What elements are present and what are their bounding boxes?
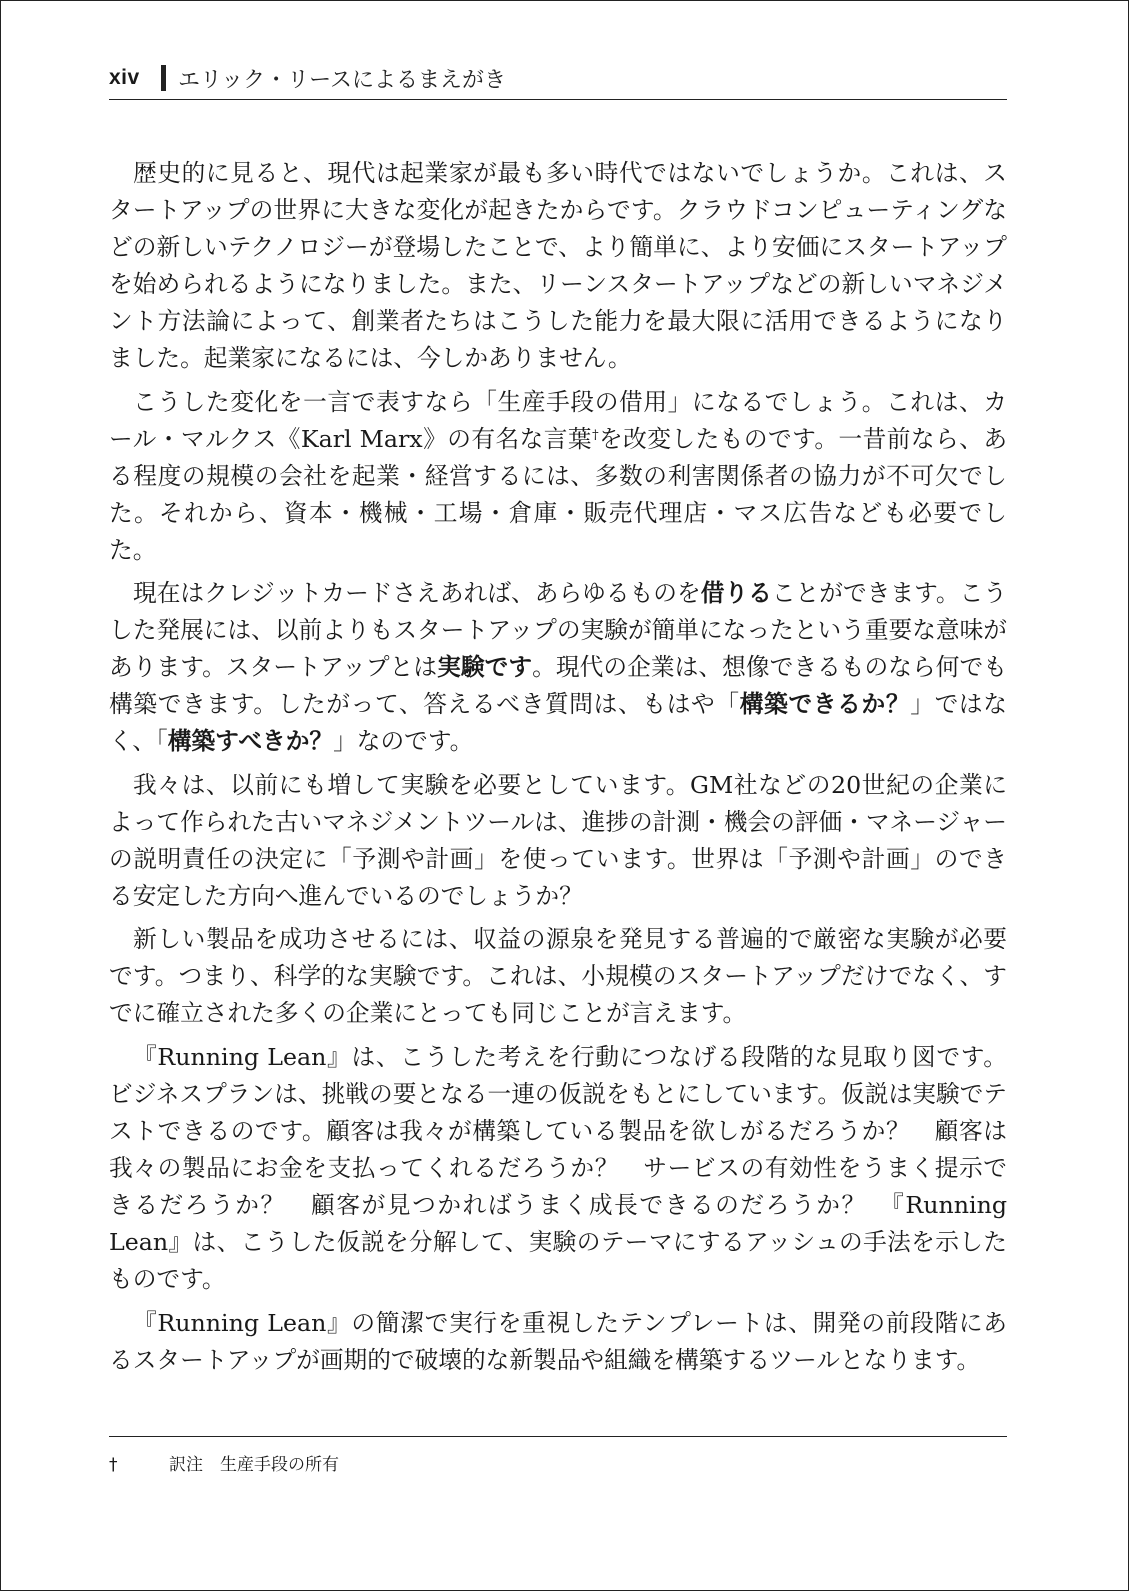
paragraph-text: 現在はクレジットカードさえあれば、あらゆるものを xyxy=(133,579,701,608)
running-header xyxy=(109,59,1007,97)
paragraph-text: 我々は、以前にも増して実験を必要としています。GM社などの20世紀の企業によって作られた古いマネジメントツールは、進捗の計測・機会の評価・マネージャーの説明責任の決定に「予測や計画」を使っています。世界は「予測や計画」のできる安定した方向へ進んでいるのでしょうか？ xyxy=(109,770,1007,910)
paragraph xyxy=(109,384,1007,569)
paragraph xyxy=(109,155,1007,377)
header-rule xyxy=(109,99,1007,100)
footnote-ref: † xyxy=(592,427,600,443)
emphasis-text: 構築すべきか？ xyxy=(167,727,334,756)
emphasis-text: 借りる xyxy=(700,579,772,608)
paragraph xyxy=(109,1305,1007,1379)
footnote-mark: † xyxy=(109,1455,118,1475)
paragraph xyxy=(109,767,1007,915)
paragraph-text: 」なのです。 xyxy=(333,727,474,756)
paragraph xyxy=(109,575,1007,760)
footnote-text: 訳注 生産手段の所有 xyxy=(169,1455,339,1475)
paragraph xyxy=(109,1039,1007,1298)
paragraph-text: こうした変化を一言で表すなら「生産手段の借用」になるでしょう。これは、カール・マルクス《Karl Marx》の有名な言葉 xyxy=(109,387,1007,453)
paragraph-text: 『Running Lean』は、こうした考えを行動につなげる段階的な見取り図です。ビジネスプランは、挑戦の要となる一連の仮説をもとにしています。仮説は実験でテストできるのです。顧客は我々が構築している製品を欲しがるだろうか？ 顧客は我々の製品にお金を支払ってくれるだろうか？ サービスの有効性をうまく提示できるだろうか？ 顧客が見つかればうまく成長できるのだろうか？ 『Running Lean』は、こうした仮説を分解して、実験のテーマにするアッシュの手法を示したものです。 xyxy=(109,1042,1007,1293)
footnote-rule xyxy=(109,1436,1007,1437)
emphasis-text: 実験です xyxy=(437,653,533,682)
paragraph-text: 歴史的に見ると、現代は起業家が最も多い時代ではないでしょうか。これは、スタートアップの世界に大きな変化が起きたからです。クラウドコンピューティングなどの新しいテクノロジーが登場したことで、より簡単に、より安価にスタートアップを始められるようになりました。また、リーンスタートアップなどの新しいマネジメント方法論によって、創業者たちはこうした能力を最大限に活用できるようになりました。起業家になるには、今しかありません。 xyxy=(109,159,1007,372)
footnote xyxy=(109,1453,1007,1477)
page-number: xiv xyxy=(109,66,140,89)
paragraph xyxy=(109,921,1007,1032)
paragraph-text: を改変したものです。一昔前なら、ある程度の規模の会社を起業・経営するには、多数の利害関係者の協力が不可欠でした。それから、資本・機械・工場・倉庫・販売代理店・マス広告なども必要でした。 xyxy=(109,424,1008,564)
paragraph-text: 新しい製品を成功させるには、収益の源泉を発見する普遍的で厳密な実験が必要です。つまり、科学的な実験です。これは、小規模のスタートアップだけでなく、すでに確立された多くの企業にとっても同じことが言えます。 xyxy=(109,925,1007,1028)
body-text xyxy=(109,155,1007,1379)
emphasis-text: 構築できるか？ xyxy=(739,690,911,719)
paragraph-text: ことができます。こうした発展には、以前よりもスタートアップの実験が簡単になったという重要な意味があります。スタートアップとは xyxy=(109,579,1007,682)
paragraph-text: 。現代の企業は、想像できるものなら何でも構築できます。したがって、答えるべき質問は、もはや「 xyxy=(109,653,1007,719)
paragraph-text: 『Running Lean』の簡潔で実行を重視したテンプレートは、開発の前段階にあるスタートアップが画期的で破壊的な新製品や組織を構築するツールとなります。 xyxy=(109,1308,1007,1374)
paragraph-text: 」ではなく、「 xyxy=(109,690,1007,756)
header-bar-mark xyxy=(161,65,166,91)
chapter-title: エリック・リースによるまえがき xyxy=(178,67,507,93)
